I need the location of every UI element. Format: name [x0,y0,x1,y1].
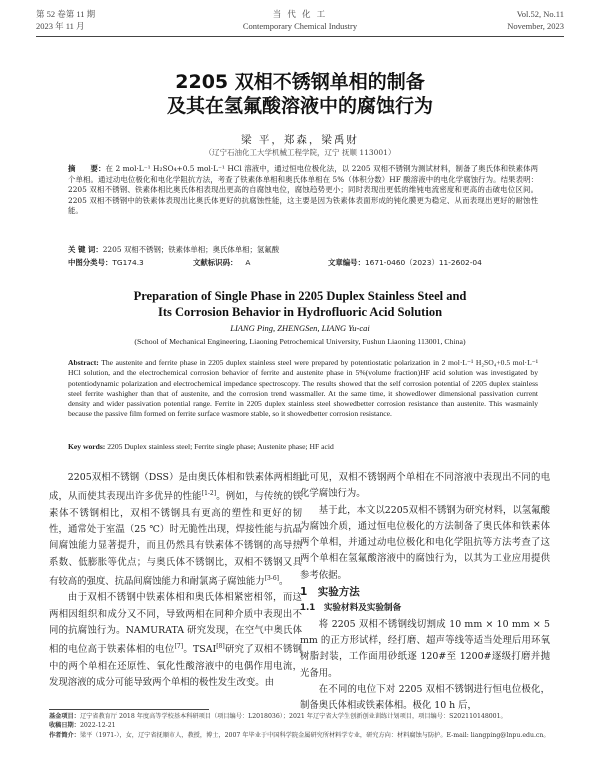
abstract-en-text: The austenite and ferrite phase in 2205 duplex stainless steel were prepared by potentiostatic polarization in 2 mol·L⁻¹ H₂SO₄+0.5 mol·L⁻¹ HCl solution, and the electrochemical corrosion behavior of ferrite and austenite phase in 5%(volume fraction)HF acid solution was investigated by potentiodynamic polarization and electrochemical impedance spectroscopy. The results showed that the self corrosion potential of 2205 duplex stainless steel ferrite washigher than that of austenite, and the corrosion trend wassmaller. At the same time, it showedlower dimensional passivation current density and wider passivation potential range. Ferrite in 2205 duplex stainless steel showedbetter corrosion resistance than austenite. This wasmainly because the passive film formed on ferrite surface wasmore stable, so it showedbetter corrosion resistance. [68,358,538,419]
header-rule [36,36,564,37]
class-code-label: 中图分类号： [68,258,113,267]
affiliation-cn: （辽宁石油化工大学机械工程学院，辽宁 抚顺 113001） [204,148,396,157]
header-center [36,8,564,32]
class-code [68,257,144,268]
doc-code-label: 文献标识码： [193,258,238,267]
volume-issue: 第 52 卷第 11 期 [36,9,96,19]
title-cn [0,70,600,118]
keywords-cn-text: 2205 双相不锈钢；铁素体单相；奥氏体单相；氢氟酸 [102,245,280,254]
keywords-en-label: Key words: [68,442,106,451]
title-en [0,288,600,320]
citation[interactable]: [1-2] [201,490,217,498]
abstract-cn-text: 在 2 mol·L⁻¹ H₂SO₄+0.5 mol·L⁻¹ HCl 溶液中，通过恒电位极化法，以 2205 双相不锈钢为测试材料，制备了奥氏体和铁素体两个单相。通过动电位极化和电化学阻抗方法，考查了铁素体单相和奥氏体单相在 5%（体积分数）HF 酸溶液中的电化学腐蚀行为。结果表明：2205 双相不锈钢、铁素体相比奥氏体相表现出更高的自腐蚀电位，腐蚀趋势更小；同时表现出更低的维钝电流密度和更高的击破电位区间。2205 双相不锈钢中的铁素体表现出比奥氏体更好的抗腐蚀性能，这主要是因为铁素体表面形成的钝化膜更为稳定、从而表现出更好的耐蚀性能。 [68,164,538,216]
abstract-cn-label: 摘 要： [68,164,106,173]
footnote-received: 收稿日期：2022-12-21 [49,722,116,730]
section-heading: 1 实验方法 [300,586,360,599]
article-number-label: 文章编号： [328,258,365,267]
abstract-cn [68,164,538,217]
title-en-line1: Preparation of Single Phase in 2205 Duplex Stainless Steel and [133,289,467,303]
affiliation-en: (School of Mechanical Engineering, Liaoning Petrochemical University, Fushun Liaoning 113001, China) [134,337,466,346]
publication-date: 2023 年 11 月 [36,21,85,31]
citation[interactable]: [3-6] [264,574,279,582]
abstract-en [68,358,538,420]
keywords-cn-label: 关 键 词： [68,245,103,254]
title-cn-line2: 及其在氢氟酸溶液中的腐蚀行为 [166,95,433,117]
abstract-en-label: Abstract: [68,358,99,367]
body-column-right [300,470,550,714]
footnote-received-label: 收稿日期： [49,722,80,730]
paragraph: 2205双相不锈钢（DSS）是由奥氏体相和铁素体两相组成，从而使其表现出许多优异的性能[1-2]。例如，与传统的铁素体不锈钢相比，双相不锈钢具有更高的塑性和更好的韧性，通常处于室温（25 ℃）时无脆性出现，焊接性能与抗晶间腐蚀能力显著提升，而且仍然具有铁素体不锈钢的高导热系数、低膨胀等优点；与奥氏体不锈钢比，双相不锈钢又具有较高的强度、抗晶间腐蚀能力和耐氯离子腐蚀能力[3-6]。 [49,472,302,588]
citation[interactable]: [7] [174,643,184,651]
subsection-heading: 1.1 实验材料及实验制备 [300,603,402,614]
running-header [36,8,564,38]
footnote-fund-label: 基金项目： [49,713,80,720]
footnote-rule [49,709,209,710]
paragraph: 在不同的电位下对 2205 双相不锈钢进行恒电位极化，制备奥氏体相或铁素体相。极化 10 h 后， [300,683,550,712]
publication-date-en: November, 2023 [507,21,564,31]
paragraph: 由于双相不锈钢中铁素体相和奥氏体相紧密相邻，而这两相因组织和成分又不同，导致两相在同种介质中表现出不同的抗腐蚀行为。NAMURATA 研究发现，在空气中奥氏体相的电位高于铁素体相的电位[7]。TSAI[8]研究了双相不锈钢中的两个单相在还原性、氧化性酸溶液中的电偶作用电流，发现溶液的成分可能导致两个单相的极性发生改变。由 [49,592,302,688]
header-right [507,8,564,32]
footnote-author-label: 作者简介： [49,731,80,739]
keywords-en [68,442,538,451]
citation[interactable]: [8] [216,643,225,651]
class-code-value: TG174.3 [112,258,144,267]
footnote-author: 作者简介：梁平（1971-），女，辽宁省抚顺市人，教授，博士，2007 年毕业于中国科学院金属研究所材料学专业，研究方向：材料腐蚀与防护。E-mail: liangping@lnpu.edu.cn。 [49,731,550,739]
paragraph: 基于此，本文以2205双相不锈钢为研究材料，以氢氟酸为腐蚀介质，通过恒电位极化的方法制备了奥氏体和铁素体两个单相，并通过动电位极化和电化学阻抗等方法考查了这两个单相在氢氟酸溶液中的腐蚀行为，以其为工业应用提供参考依据。 [300,504,550,581]
paragraph: 将 2205 双相不锈钢线切割成 10 mm × 10 mm × 5 mm 的正方形试样，经打磨、超声等线等适当处理后用环氧树脂封装，工作面用砂纸逐 120#至 1200#逐级打磨并抛光备用。 [300,618,550,679]
doc-code-value: A [245,258,251,267]
keywords-en-text: 2205 Duplex stainless steel; Ferrite single phase; Austenite phase; HF acid [107,442,334,451]
volume-issue-en: Vol.52, No.11 [516,9,564,19]
keywords-cn [68,244,538,255]
article-number [328,257,482,268]
body-column-left [49,470,302,691]
footnote-fund: 基金项目：辽宁省教育厅 2018 年度高等学校基本科研项目（项目编号：L2018036）；2021 年辽宁省大学生创新创业训练计划项目，项目编号：S202110148001。 [49,713,507,720]
paragraph: 此可见，双相不锈钢两个单相在不同溶液中表现出不同的电化学腐蚀行为。 [300,472,550,500]
authors-cn: 梁 平，郑森，梁禹财 [241,134,359,146]
article-number-value: 1671-0460（2023）11-2602-04 [364,258,482,267]
title-cn-line1: 2205 双相不锈钢单相的制备 [175,71,425,93]
title-en-line2: Its Corrosion Behavior in Hydrofluoric Acid Solution [157,305,443,319]
doc-code [193,257,250,268]
authors-en: LIANG Ping, ZHENGSen, LIANG Yu-cai [230,323,370,333]
footnotes [49,712,559,740]
journal-name-cn: 当 代 化 工 [272,9,328,19]
journal-name-en: Contemporary Chemical Industry [242,21,358,31]
